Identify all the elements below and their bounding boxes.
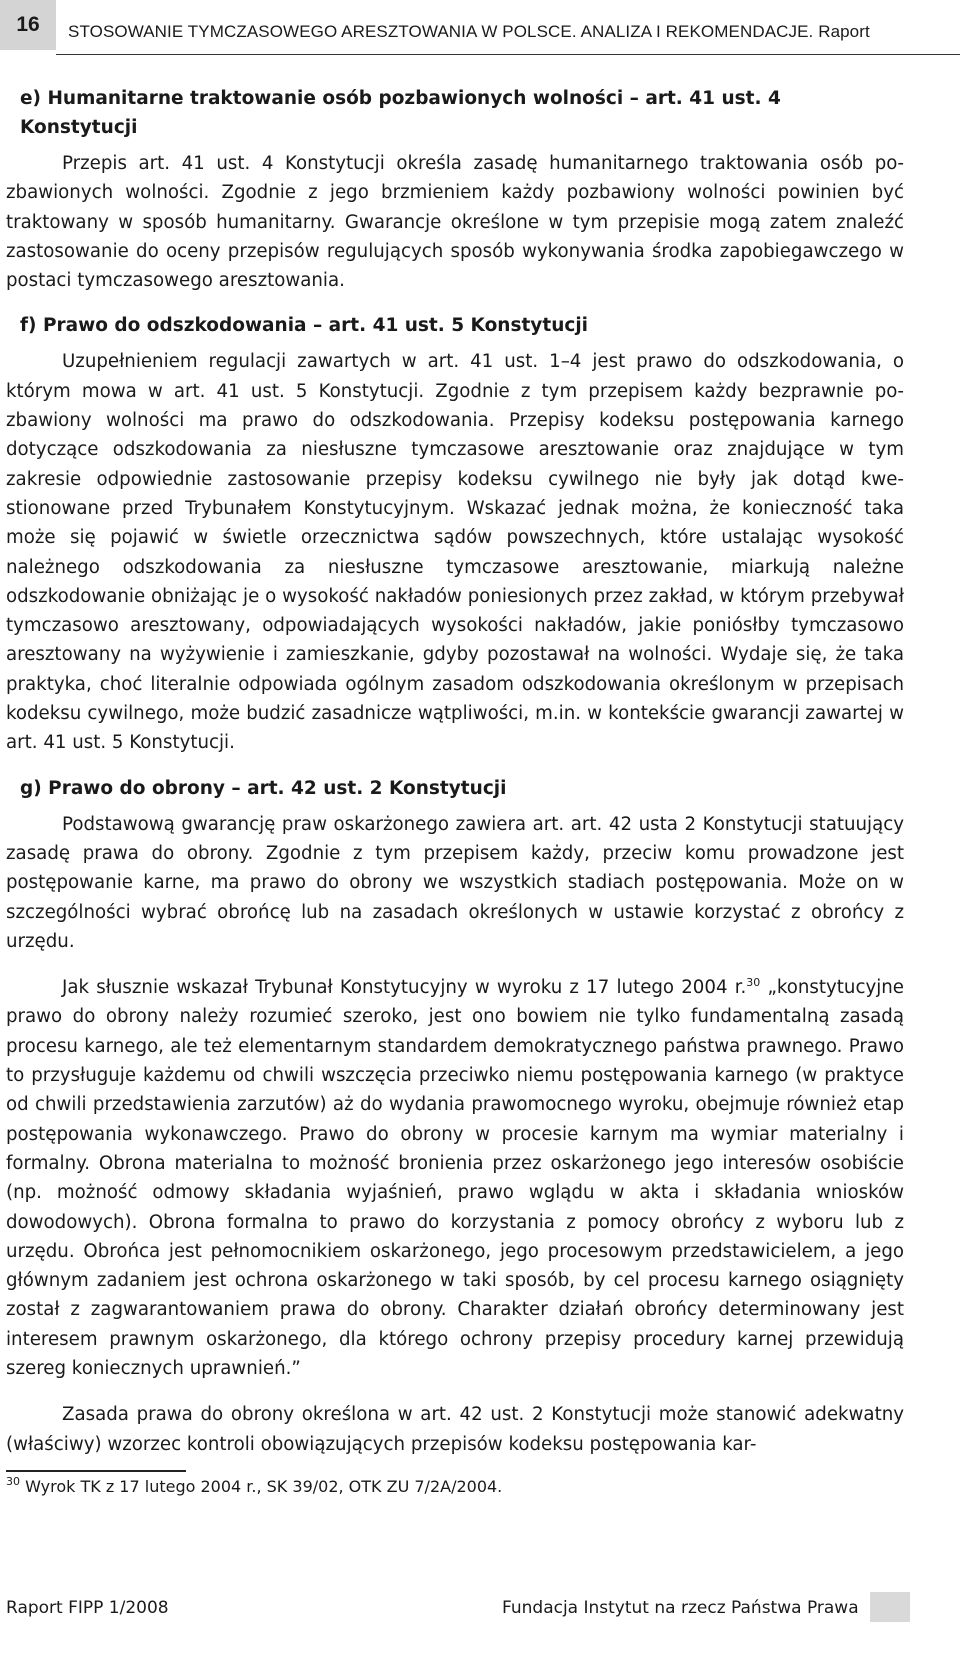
paragraph: Zasada prawa do obrony określona w art. 42 ust. 2 Konstytucji może stanowić adekwatny (właściwy) wzorzec kontroli obowiązujących przepisów kodeksu postępowania kar- [6,1404,904,1455]
section-heading-f: f) Prawo do odszkodowania – art. 41 ust. 5 Konstytucji [20,315,589,337]
footnote-reference[interactable]: 30 [746,976,761,990]
footnote-text: Wyrok TK z 17 lutego 2004 r., SK 39/02, OTK ZU 7/2A/2004. [20,1477,503,1496]
section-heading-e: e) Humanitarne traktowanie osób pozbawionych wolności – art. 41 ust. 4 Konstytucji [20,88,781,138]
footer-right: Fundacja Instytut na rzecz Państwa Prawa [502,1598,859,1618]
paragraph-text: „konstytucyjne prawo do obrony należy rozumieć szeroko, jest ono bowiem nie tylko fundamentalną zasadą procesu karnego, ale też elementarnym standardem demokratycznego państwa prawnego. Prawo to przysługuje każdemu od chwili wszczęcia przeciwko niemu postępowania karnego (w praktyce od chwili przedstawienia zarzutów) aż do wydania prawomocnego wyroku, obejmuje również etap postępowania wykonawczego. Prawo do obrony w procesie karnym ma wymiar materialny i formalny. Obrona materialna to możność bronienia przez oskarżonego jego interesów osobiście (np. możność odmowy składania wyjaśnień, prawo wglądu w akta i składania wniosków dowodowych). Obrona formalna to prawo do korzystania z pomocy obrońcy z wyboru lub z urzędu. Obrońca jest pełnomocnikiem oskarżonego, jego procesowym przedstawicielem, a jego głównym zadaniem jest ochrona oskarżonego w taki sposób, by cel procesu karnego osiągnięty został z zagwarantowaniem prawa do obrony. Charakter działań obrońcy determinowany jest interesem prawnym oskarżonego, dla którego ochrony przepisy procedury karnej przewidują szereg koniecznych uprawnień.” [6,977,904,1379]
footer-left: Raport FIPP 1/2008 [6,1598,169,1618]
footnote-divider [6,1470,186,1472]
section-heading-g: g) Prawo do obrony – art. 42 ust. 2 Konstytucji [20,777,507,799]
header-divider [56,54,960,55]
paragraph-text: Jak słusznie wskazał Trybunał Konstytucyjny w wyroku z 17 lutego 2004 r. [62,977,747,999]
footnote-number: 30 [6,1475,20,1488]
page-number: 16 [0,0,56,50]
footnote [6,1476,906,1498]
footer-tab [870,1592,910,1622]
paragraph: Uzupełnieniem regulacji zawartych w art. 41 ust. 1–4 jest prawo do odszkodowania, o którym mowa w art. 41 ust. 5 Konstytucji. Zgodnie z tym przepisem każdy bezprawnie pozbawiony wolności ma prawo do odszkodowania. Przepisy kodeksu postępowania karnego dotyczące odszkodowania za niesłuszne tymczasowe aresztowanie oraz znajdujące w tym zakresie odpowiednie zastosowanie przepisy kodeksu cywilnego nie były jak dotąd kwestionowane przed Trybunałem Konstytucyjnym. Wskazać jednak można, że konieczność taka może się pojawić w świetle orzecznictwa sądów powszechnych, które ustalając wysokość należnego odszkodowania za niesłuszne tymczasowe aresztowanie, miarkują należne odszkodowanie obniżając je o wysokość nakładów poniesionych przez zakład, w którym przebywał tymczasowo aresztowany, odpowiadających wysokości nakładów, jakie poniósłby tymczasowo aresztowany na wyżywienie i zamieszkanie, gdyby pozostawał na wolności. Wydaje się, że taka praktyka, choć literalnie odpowiada ogólnym zasadom odszkodowania określonym w przepisach kodeksu cywilnego, może budzić zasadnicze wątpliwości, m.in. w kontekście gwarancji zawartej w art. 41 ust. 5 Konstytucji. [6,351,904,754]
paragraph: Podstawową gwarancję praw oskarżonego zawiera art. art. 42 usta 2 Konstytucji statuujący zasadę prawa do obrony. Zgodnie z tym przepisem każdy, przeciw komu prowadzone jest postępowanie karne, ma prawo do obrony we wszystkich stadiach postępowania. Może on w szczególności wybrać obrońcę lub na zasadach określonych w ustawie korzystać z obrońcy z urzędu. [6,813,904,952]
main-content [6,84,904,1459]
running-header: STOSOWANIE TYMCZASOWEGO ARESZTOWANIA W POLSCE. ANALIZA I REKOMENDACJE. Raport [68,22,870,41]
paragraph [6,973,904,1383]
paragraph: Przepis art. 41 ust. 4 Konstytucji określa zasadę humanitarnego traktowania osób pozbawionych wolności. Zgodnie z jego brzmieniem każdy pozbawiony wolności powinien być traktowany w sposób humanitarny. Gwarancje określone w tym przepisie mogą zatem znaleźć zastosowanie do oceny przepisów regulujących sposób wykonywania środka zapobiegawczego w postaci tymczasowego aresztowania. [6,153,904,292]
